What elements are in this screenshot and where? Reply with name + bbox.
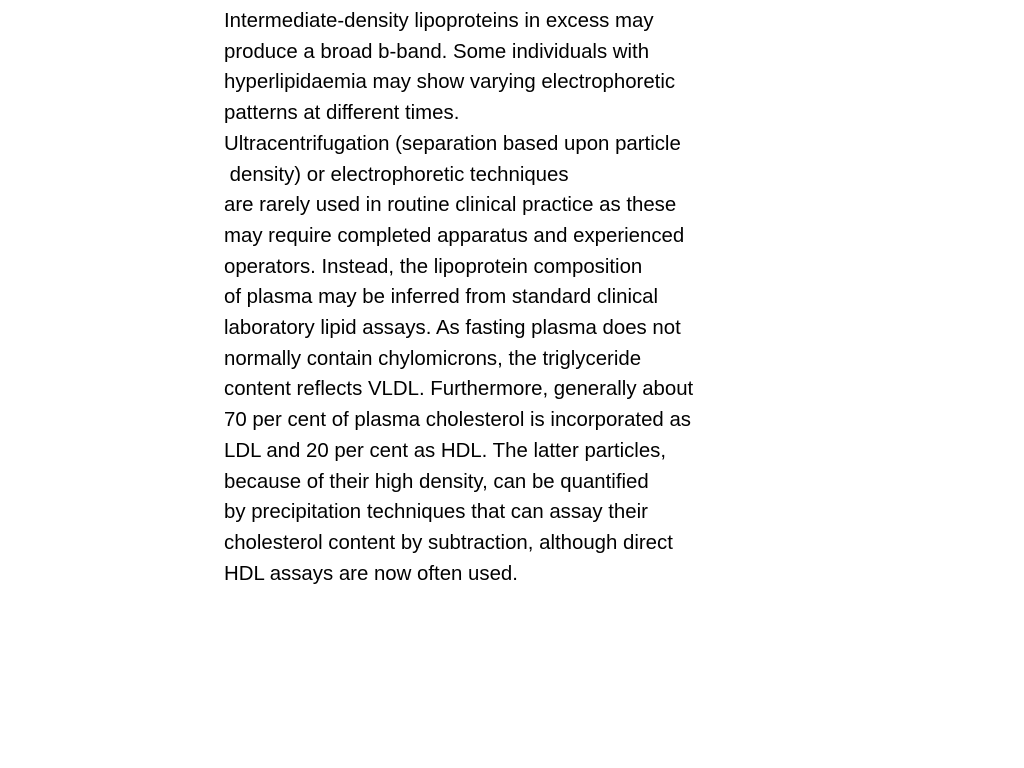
- text-line: content reflects VLDL. Furthermore, generally about: [224, 378, 694, 401]
- text-line: normally contain chylomicrons, the triglyceride: [224, 347, 642, 370]
- text-line: cholesterol content by subtraction, although direct: [224, 531, 673, 554]
- text-line: by precipitation techniques that can assay their: [224, 501, 648, 524]
- text-line: because of their high density, can be quantified: [224, 470, 649, 493]
- text-line: produce a broad b-band. Some individuals with: [224, 40, 650, 63]
- text-line: hyperlipidaemia may show varying electrophoretic: [224, 71, 676, 94]
- text-line: 70 per cent of plasma cholesterol is incorporated as: [224, 409, 691, 432]
- body-text: [224, 6, 804, 589]
- text-line: Ultracentrifugation (separation based upon particle: [224, 132, 681, 155]
- text-line: are rarely used in routine clinical practice as these: [224, 194, 677, 217]
- text-line: LDL and 20 per cent as HDL. The latter particles,: [224, 439, 667, 462]
- text-line: density) or electrophoretic techniques: [224, 163, 569, 186]
- text-line: laboratory lipid assays. As fasting plasma does not: [224, 317, 681, 340]
- text-line: HDL assays are now often used.: [224, 562, 518, 585]
- text-line: of plasma may be inferred from standard clinical: [224, 286, 659, 309]
- text-line: may require completed apparatus and experienced: [224, 224, 685, 247]
- text-line: patterns at different times.: [224, 102, 460, 125]
- text-line: operators. Instead, the lipoprotein composition: [224, 255, 643, 278]
- text-line: Intermediate-density lipoproteins in excess may: [224, 10, 654, 32]
